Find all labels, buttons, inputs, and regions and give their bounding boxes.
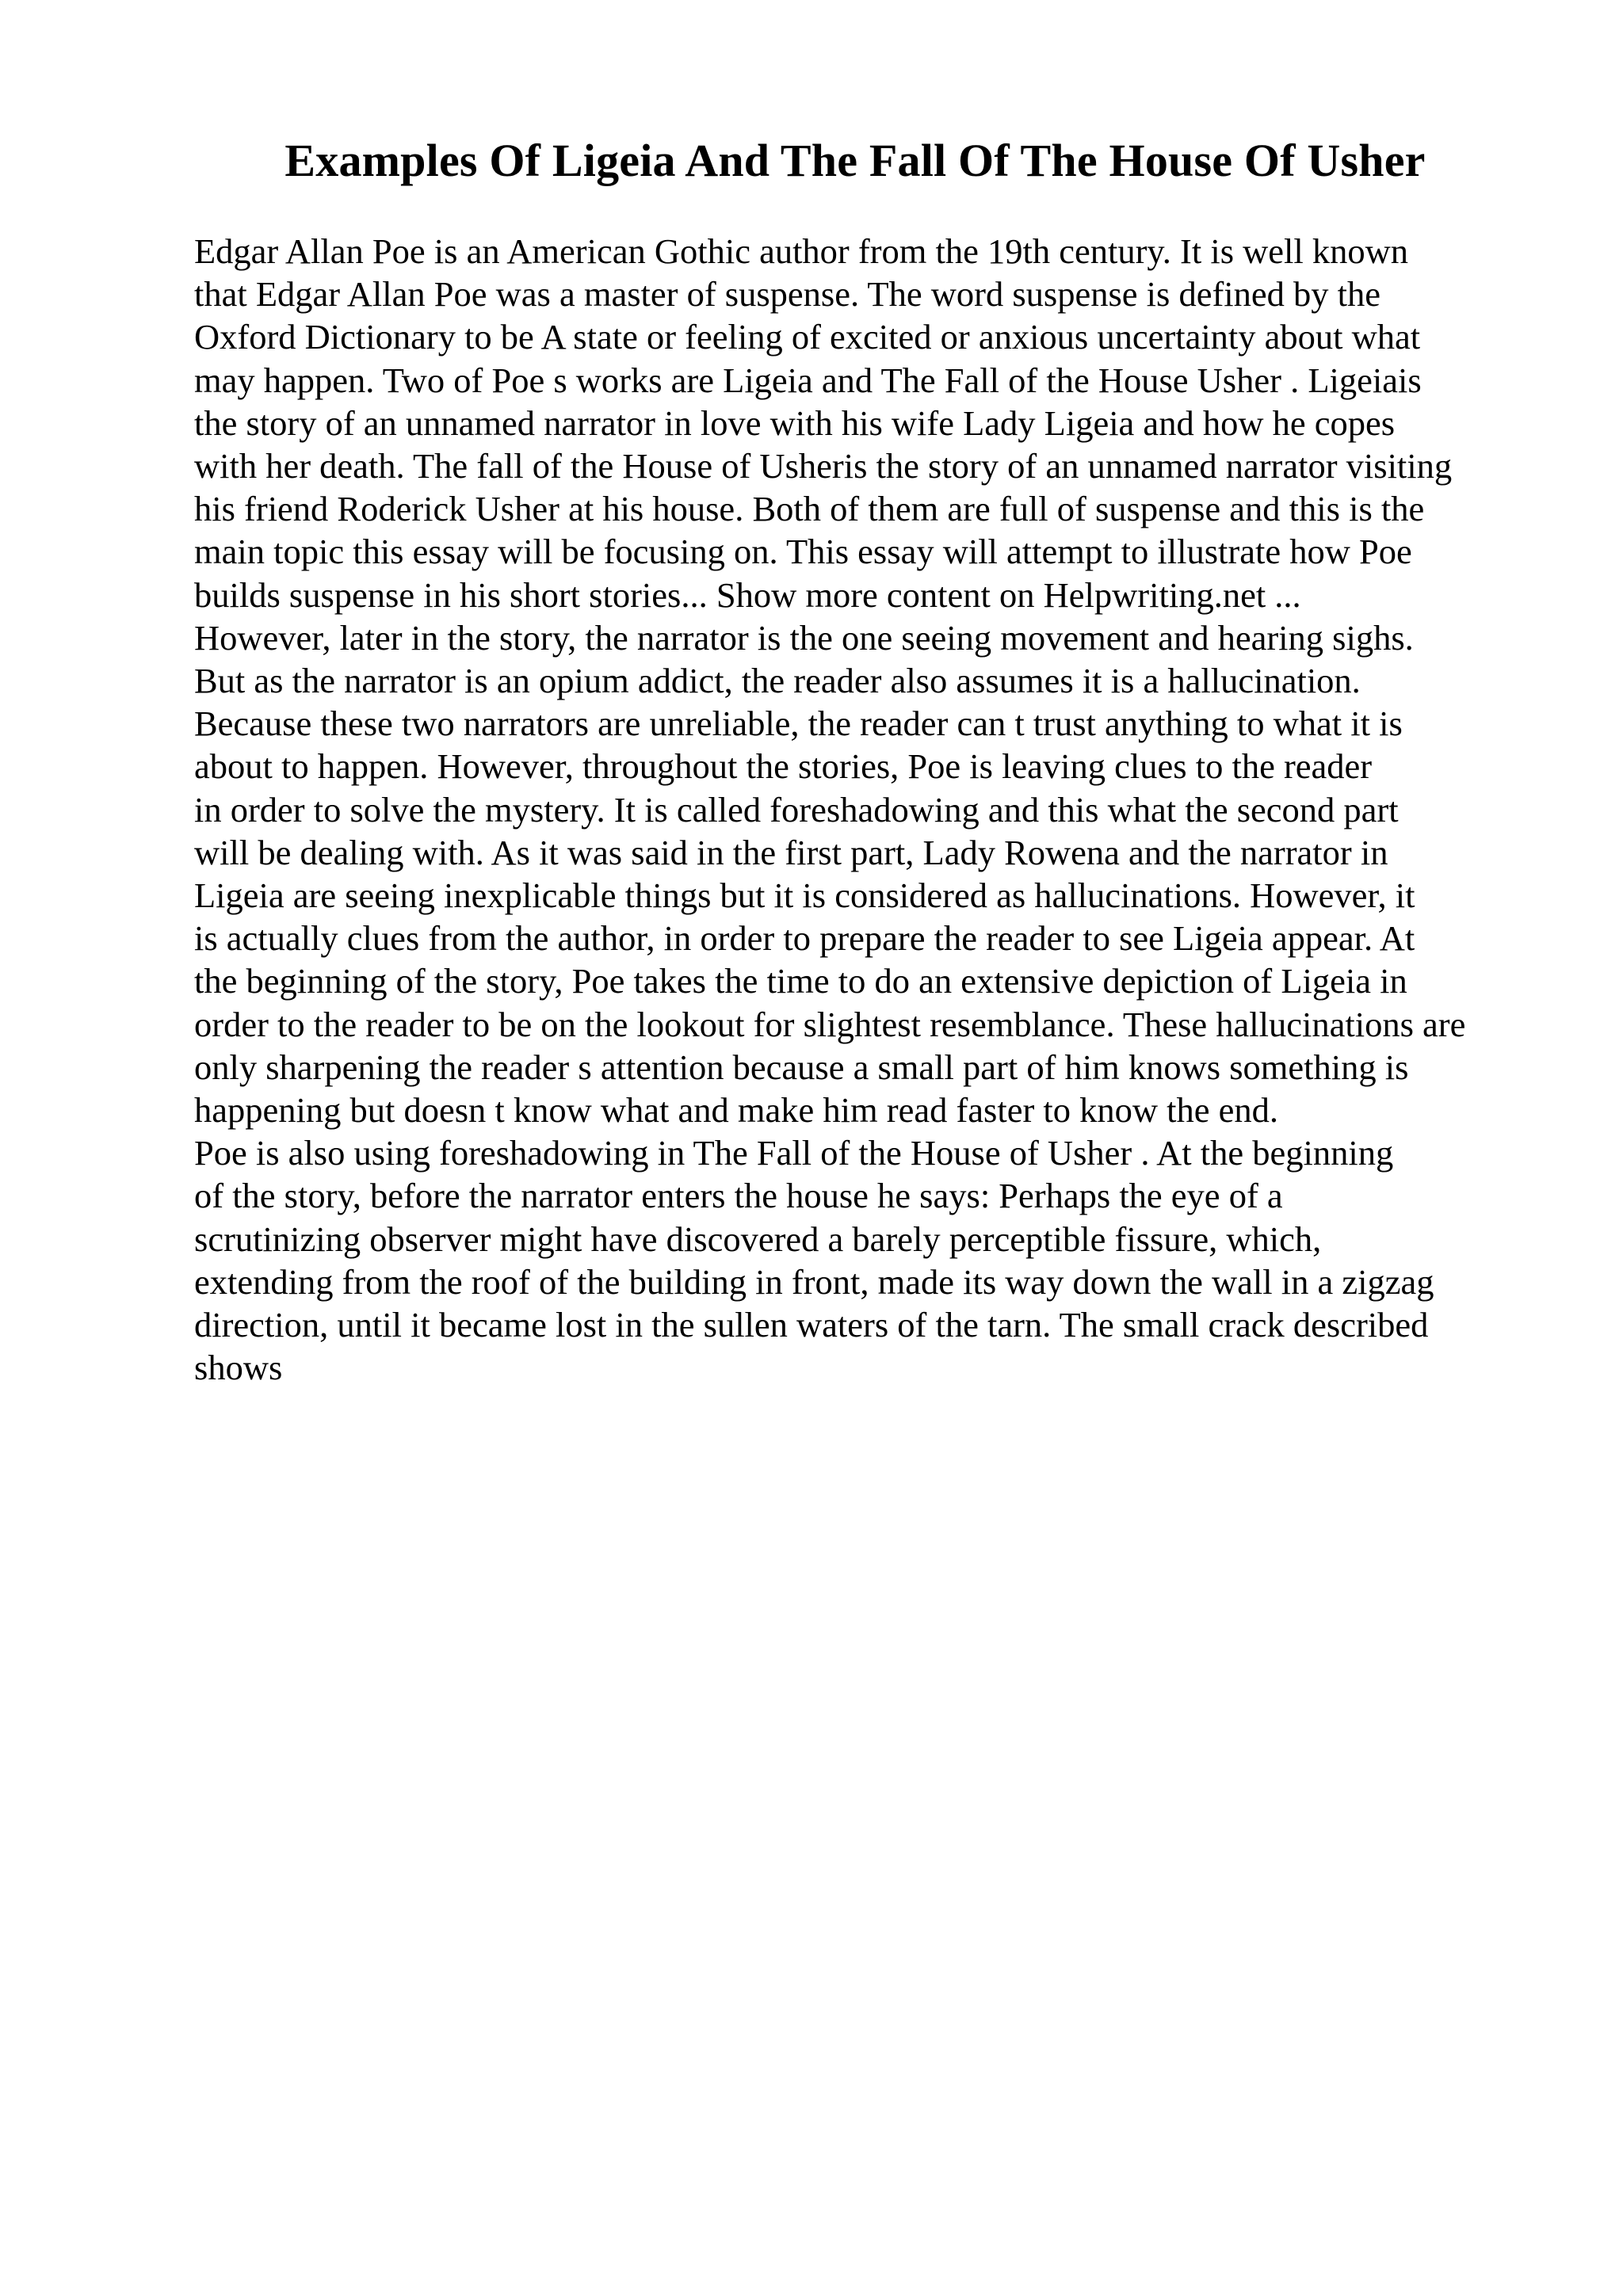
body-line: However, later in the story, the narrator is the one seeing movement and hearing sighs. [194,617,1414,658]
body-line: about to happen. However, throughout the stories, Poe is leaving clues to the reader [194,746,1373,787]
body-line: builds suspense in his short stories... Show more content on Helpwriting.net ... [194,574,1301,615]
body-line: Edgar Allan Poe is an American Gothic author from the 19th century. It is well known [194,231,1409,271]
body-line: scrutinizing observer might have discovered a barely perceptible fissure, which, [194,1219,1322,1259]
body-line: main topic this essay will be focusing on. This essay will attempt to illustrate how Poe [194,532,1412,572]
body-line: Ligeia are seeing inexplicable things but it is considered as hallucinations. However, it [194,875,1415,916]
body-line: extending from the roof of the building in front, made its way down the wall in a zigzag [194,1261,1434,1302]
document-title: Examples Of Ligeia And The Fall Of The House Of Usher [285,135,1426,186]
body-line: of the story, before the narrator enters the house he says: Perhaps the eye of a [194,1176,1283,1216]
body-line: happening but doesn t know what and make him read faster to know the end. [194,1090,1279,1131]
body-line: direction, until it became lost in the sullen waters of the tarn. The small crack described [194,1305,1429,1345]
body-line: the beginning of the story, Poe takes the time to do an extensive depiction of Ligeia in [194,961,1407,1001]
body-line: order to the reader to be on the lookout for slightest resemblance. These hallucinations are [194,1004,1466,1044]
body-line: is actually clues from the author, in order to prepare the reader to see Ligeia appear. At [194,918,1415,959]
body-line: Because these two narrators are unreliable, the reader can t trust anything to what it is [194,704,1403,744]
body-line: But as the narrator is an opium addict, the reader also assumes it is a hallucination. [194,661,1361,701]
body-line: the story of an unnamed narrator in love with his wife Lady Ligeia and how he copes [194,402,1396,443]
body-line: with her death. The fall of the House of Usheris the story of an unnamed narrator visiting [194,446,1453,486]
body-line: Poe is also using foreshadowing in The Fall of the House of Usher . At the beginning [194,1133,1394,1173]
body-line: his friend Roderick Usher at his house. Both of them are full of suspense and this is the [194,489,1425,529]
body-line: only sharpening the reader s attention because a small part of him knows something is [194,1047,1409,1087]
body-line: that Edgar Allan Poe was a master of suspense. The word suspense is defined by the [194,274,1381,315]
body-line: Oxford Dictionary to be A state or feeling of excited or anxious uncertainty about what [194,317,1421,357]
body-line: may happen. Two of Poe s works are Ligeia and The Fall of the House Usher . Ligeiais [194,360,1422,400]
body-line: shows [194,1348,283,1388]
body-line: in order to solve the mystery. It is called foreshadowing and this what the second part [194,789,1399,830]
document-body [194,230,1589,1389]
body-line: will be dealing with. As it was said in the first part, Lady Rowena and the narrator in [194,832,1388,872]
